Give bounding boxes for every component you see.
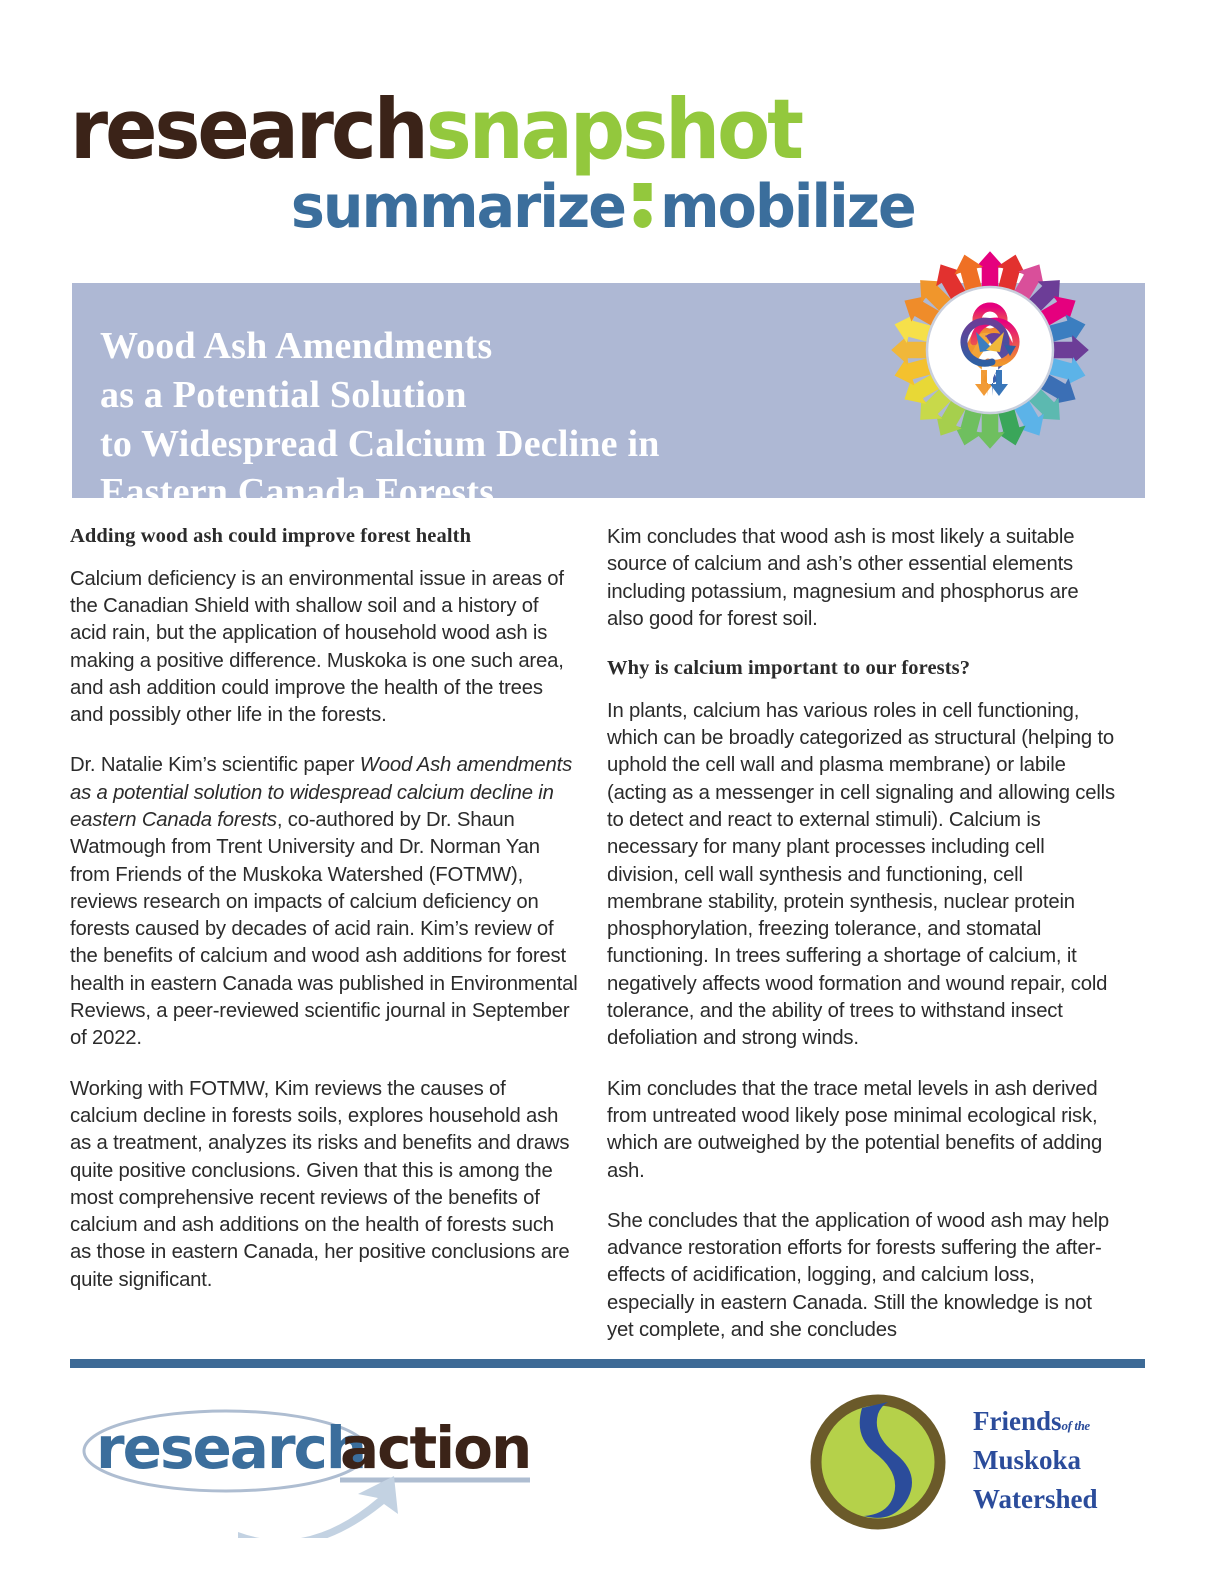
right-column-heading: Why is calcium important to our forests? xyxy=(607,657,971,680)
page-title xyxy=(100,322,890,517)
paper-title-italic: Wood Ash amendments as a potential solution to widespread calcium decline in eastern Canada forests xyxy=(70,754,573,831)
right-paragraph-1: In plants, calcium has various roles in cell functioning, which can be broadly categorized as structural (helping to uphold the cell wall and plasma membrane) or labile (acting as a messenger in cell signaling and allowing cells to detect and react to external stimuli). Calcium is necessary for many plant processes including cell division, cell wall synthesis and functioning, cell membrane stability, protein synthesis, nuclear protein phosphorylation, freezing tolerance, and stomatal functioning. In trees suffering a shortage of calcium, it negatively affects wood formation and wound repair, cold tolerance, and the ability of trees to withstand insect defoliation and strong winds. xyxy=(607,699,1115,1050)
left-paragraph-paper xyxy=(70,752,578,1052)
footer-divider xyxy=(70,1359,1145,1368)
green-dot-separator-icon xyxy=(634,181,652,233)
masthead-word-snapshot: snapshot xyxy=(425,81,802,178)
fmw-circle-s-icon xyxy=(810,1394,946,1530)
fmw-text-line-2: Muskoka xyxy=(973,1445,1082,1476)
fmw-text-line-1 xyxy=(973,1402,1098,1441)
right-column xyxy=(607,524,1115,1344)
knowledge-mobilization-wheel-icon xyxy=(884,244,1096,456)
footer xyxy=(70,1380,1145,1555)
article-body xyxy=(70,524,1145,1342)
masthead-word-research: research xyxy=(70,81,426,178)
fmw-logo-text xyxy=(973,1402,1098,1519)
right-paragraph-2: Kim concludes that the trace metal levels in ash derived from untreated wood likely pose minimal ecological risk, which are outweighed by the potential benefits of adding ash. xyxy=(607,1077,1103,1182)
page-title-line-4: Eastern Canada Forests xyxy=(100,471,495,514)
left-column-heading: Adding wood ash could improve forest health xyxy=(70,525,472,547)
left-paragraph-1: Calcium deficiency is an environmental issue in areas of the Canadian Shield with shallow soil and a history of acid rain, but the application of household wood ash is making a positive difference. Muskoka is one such area, and ash addition could improve the health of the trees and possibly other life in the forests. xyxy=(70,567,564,727)
page-title-line-1: Wood Ash Amendments xyxy=(100,325,493,368)
page-title-line-3: to Widespread Calcium Decline in xyxy=(100,422,660,465)
fmw-text-line-3: Watershed xyxy=(973,1484,1098,1515)
svg-text:action: action xyxy=(340,1414,531,1482)
right-paragraph-3: She concludes that the application of wood ash may help advance restoration efforts for forests suffering the after-effects of acidification, logging, and calcium loss, especially in eastern Canada. Still the knowledge is not yet complete, and she concludes xyxy=(607,1209,1109,1342)
fmw-word-of-the: of the xyxy=(1061,1418,1090,1433)
masthead-wordmark xyxy=(70,81,870,178)
masthead-tagline-mobilize: mobilize xyxy=(660,172,915,242)
friends-of-the-muskoka-watershed-logo xyxy=(810,1390,1155,1540)
fmw-word-friends: Friends xyxy=(973,1406,1062,1436)
right-paragraph-intro: Kim concludes that wood ash is most likely a suitable source of calcium and ash’s other essential elements including potassium, magnesium and phosphorus are also good for forest soil. xyxy=(607,526,1079,630)
paper-lead-text: Dr. Natalie Kim’s scientific paper xyxy=(70,754,360,777)
page-title-line-2: as a Potential Solution xyxy=(100,374,467,417)
masthead-logo xyxy=(70,81,930,258)
svg-text:research: research xyxy=(96,1414,366,1482)
masthead-tagline-summarize: summarize xyxy=(290,172,626,242)
research-to-action-logo xyxy=(78,1388,548,1538)
left-paragraph-2: Working with FOTMW, Kim reviews the causes of calcium decline in forests soils, explores household ash as a treatment, analyzes its risks and benefits and draws quite positive conclusions. Given that this is among the most comprehensive recent reviews of the benefits of calcium and ash additions on the health of forests such as those in eastern Canada, her positive conclusions are quite significant. xyxy=(70,1077,570,1291)
left-column xyxy=(70,524,578,1294)
masthead-tagline xyxy=(113,172,930,242)
paper-tail-text: , co-authored by Dr. Shaun Watmough from Trent University and Dr. Norman Yan from Friends of the Muskoka Watershed (FOTMW), reviews research on impacts of calcium deficiency on forests caused by decades of acid rain. Kim’s review of the benefits of calcium and wood ash additions for forest health in eastern Canada was published in Environmental Reviews, a peer-reviewed scientific journal in September of 2022. xyxy=(70,809,578,1050)
